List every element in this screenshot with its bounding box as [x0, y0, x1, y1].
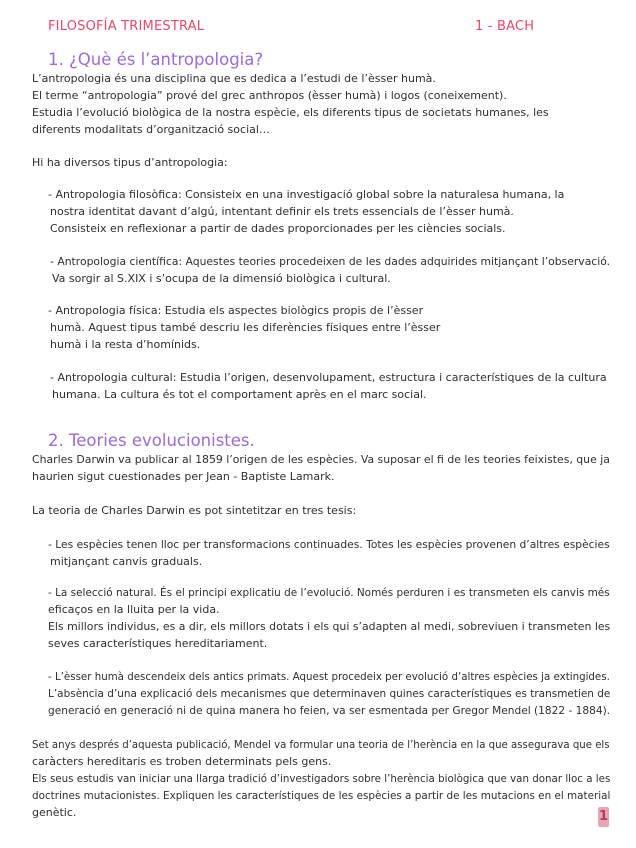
list-item-line: Consisteix en reflexionar a partir de dades proporcionades per les ciències socials.	[50, 222, 506, 235]
list-item-line: Va sorgir al S.XIX i s’ocupa de la dimensió biològica i cultural.	[52, 272, 391, 285]
list-item-line: humà. Aquest tipus també descriu les diferències físiques entre l’èsser	[50, 321, 441, 334]
list-item-line: humana. La cultura és tot el comportament après en el marc social.	[52, 388, 427, 401]
paragraph-line: haurien sigut cuestionades per Jean - Baptiste Lamark.	[32, 470, 335, 483]
paragraph-line: genètic.	[32, 806, 77, 819]
paragraph-line: L’antropologia és una disciplina que es dedica a l’estudi de l’èsser humà.	[32, 72, 436, 85]
list-item-line: nostra identitat davant d’algú, intentant definir els trets essencials de l’èsser humà.	[50, 205, 514, 218]
list-item-line: - Antropologia cultural: Estudia l’origen, desenvolupament, estructura i característiques de la cultura	[50, 371, 607, 384]
paragraph-line: Estudia l’evolució biològica de la nostra espècie, els diferents tipus de societats humanes, les	[32, 106, 549, 119]
thesis-intro: La teoria de Charles Darwin es pot sintetitzar en tres tesis:	[32, 504, 357, 517]
list-item-line: Els millors individus, es a dir, els millors dotats i els qui s’adapten al medi, sobreviuen i transmeten les	[48, 620, 611, 633]
page-number: 1	[598, 807, 609, 827]
list-item-line: - Antropologia científica: Aquestes teories procedeixen de les dades adquirides mitjançant l’observació.	[50, 255, 611, 268]
list-item-line: humà i la resta d’homínids.	[50, 338, 201, 351]
header-subject: FILOSOFÍA TRIMESTRAL	[48, 19, 205, 34]
list-item-line: eficaços en la lluita per la vida.	[48, 603, 220, 616]
list-item-line: - L’èsser humà descendeix dels antics primats. Aquest procedeix per evolució d’altres espècies ja extingides.	[48, 670, 610, 683]
header-course: 1 - BACH	[475, 19, 535, 34]
list-item-line: - La selecció natural. És el principi explicatiu de l’evolució. Només perduren i es transmeten els canvis més	[48, 586, 610, 599]
list-item-line: - Les espècies tenen lloc per transformacions continuades. Totes les espècies provenen d’altres espècies	[48, 538, 610, 551]
paragraph-line: caràcters hereditaris es troben determinats pels gens.	[32, 755, 332, 768]
section-title-teories: 2. Teories evolucionistes.	[48, 431, 255, 450]
paragraph-line: Set anys després d’aquesta publicació, Mendel va formular una teoria de l’herència en la que assegurava que els	[32, 738, 610, 751]
paragraph-line: El terme “antropologia” prové del grec anthropos (èsser humà) i logos (coneixement).	[32, 89, 507, 102]
list-item-line: - Antropologia física: Estudia els aspectes biològics propis de l’èsser	[48, 304, 424, 317]
list-item-line: mitjançant canvis graduals.	[50, 555, 203, 568]
list-item-line: seves característiques hereditariament.	[48, 637, 268, 650]
paragraph-line: Els seus estudis van iniciar una llarga tradició d’investigadors sobre l’herència biològica que van donar lloc a les	[32, 772, 611, 785]
list-item-line: L’absència d’una explicació dels mecanismes que determinaven quines característiques es transmetien de	[48, 687, 611, 700]
section-title-antropologia: 1. ¿Què és l’antropologia?	[48, 50, 264, 69]
types-intro: Hi ha diversos tipus d’antropologia:	[32, 156, 228, 169]
list-item-line: generació en generació ni de quina manera ho feien, va ser esmentada per Gregor Mendel (1822 - 1884).	[48, 704, 611, 717]
list-item-line: - Antropologia filosòfica: Consisteix en una investigació global sobre la naturalesa humana, la	[48, 188, 565, 201]
paragraph-line: doctrines mutacionistes. Expliquen les característiques de les espècies a partir de les mutacions en el material	[32, 789, 611, 802]
paragraph-line: Charles Darwin va publicar al 1859 l’origen de les espècies. Va suposar el fi de les teories feixistes, que ja	[32, 453, 610, 466]
paragraph-line: diferents modalitats d’organització social…	[32, 123, 270, 136]
